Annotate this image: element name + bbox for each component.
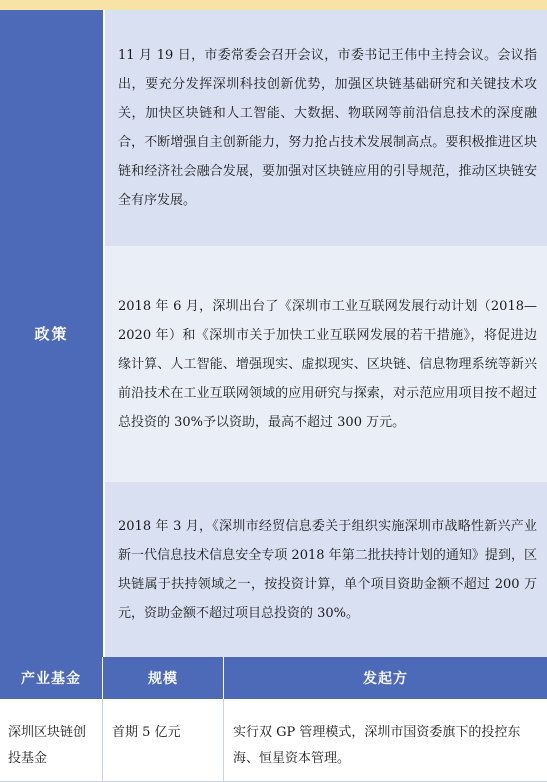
policy-paragraph-3: 2018 年 3 月，《深圳市经贸信息委关于组织实施深圳市战略性新兴产业新一代信息技术信息安全专项 2018 年第二批扶持计划的通知》提到，区块链属于扶持领域之一，按投资计算，单个项目资助金额不超过 200 万元，资助金额不超过项目总投资的 30%。 (118, 518, 537, 621)
policy-row-label: 政策 (0, 10, 105, 657)
fund-header-scale: 规模 (103, 657, 224, 699)
fund-name-cell: 深圳区块链创投基金 (0, 699, 103, 782)
policy-cell-3 (105, 482, 547, 657)
top-strip (0, 0, 547, 10)
fund-scale-cell: 首期 5 亿元 (103, 699, 224, 782)
policy-paragraph-1: 11 月 19 日，市委常委会召开会议，市委书记王伟中主持会议。会议指出，要充分发挥深圳科技创新优势，加强区块链基础研究和关键技术攻关，加快区块链和人工智能、大数据、物联网等前沿信息技术的深度融合，不断增强自主创新能力，努力抢占技术发展制高点。要积极推进区块链和经济社会融合发展，要加强对区块链应用的引导规范，推动区块链安全有序发展。 (118, 48, 537, 208)
policy-cell-1 (105, 10, 547, 246)
fund-header-name: 产业基金 (0, 657, 103, 699)
fund-header-sponsor: 发起方 (224, 657, 547, 699)
policy-paragraph-2: 2018 年 6 月，深圳出台了《深圳市工业互联网发展行动计划（2018—2020 年）和《深圳市关于加快工业互联网发展的若干措施》，将促进边缘计算、人工智能、增强现实、虚拟现实、区块链、信息物理系统等新兴前沿技术在工业互联网领域的应用研究与探索，对示范应用项目按不超过总投资的 30%予以资助，最高不超过 300 万元。 (118, 298, 537, 430)
policy-cell-2 (105, 246, 547, 482)
fund-sponsor-cell: 实行双 GP 管理模式，深圳市国资委旗下的投控东海、恒星资本管理。 (224, 699, 547, 782)
